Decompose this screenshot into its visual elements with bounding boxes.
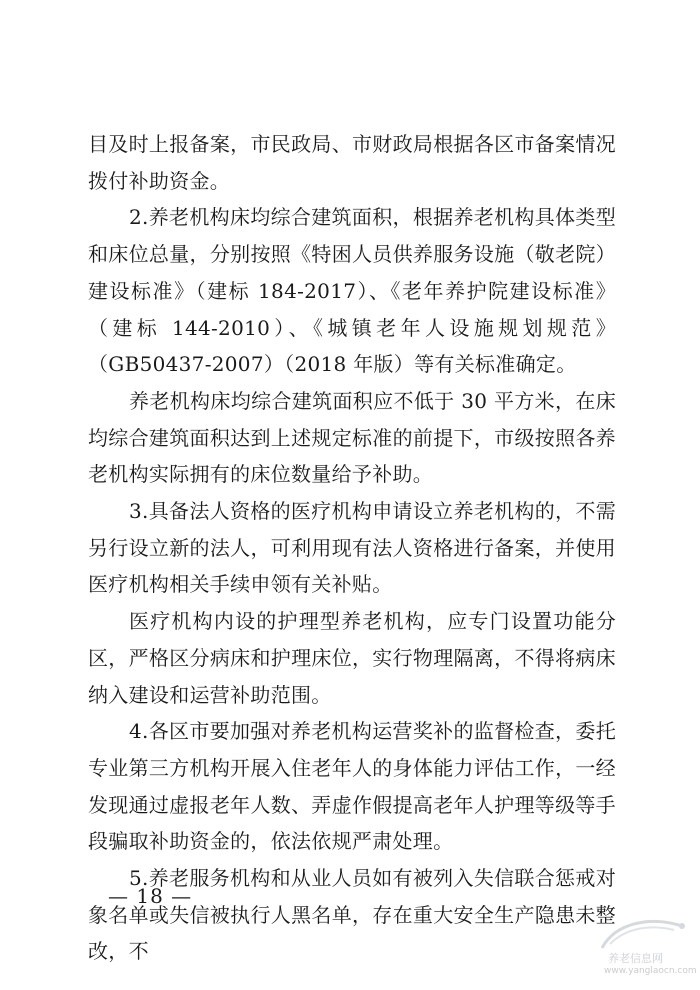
paragraph-1: 目及时上报备案，市民政局、市财政局根据各区市备案情况拨付补助资金。 (88, 132, 616, 193)
paragraph-2: 2.养老机构床均综合建筑面积，根据养老机构具体类型和床位总量，分别按照《特困人员供养服务设施（敬老院）建设标准》（建标 184-2017）、《老年养护院建设标准》（建标 144-2010）、《城镇老年人设施规划规范》（GB50437-2007）（2018 年版）等有关标准确定。 (88, 205, 616, 377)
watermark-url: www.yanglaocn.com (604, 966, 697, 976)
watermark-text: 养老信息网 (608, 952, 663, 965)
paragraph-6: 4.各区市要加强对养老机构运营奖补的监督检查，委托专业第三方机构开展入住老年人的身体能力评估工作，一经发现通过虚报老年人数、弄虚作假提高老年人护理等级等手段骗取补助资金的，依法依规严肃处理。 (88, 719, 616, 854)
paragraph-5: 医疗机构内设的护理型养老机构，应专门设置功能分区，严格区分病床和护理床位，实行物理隔离，不得将病床纳入建设和运营补助范围。 (88, 609, 616, 707)
paragraph-7: 5.养老服务机构和从业人员如有被列入失信联合惩戒对象名单或失信被执行人黑名单，存在重大安全生产隐患未整改，不 (88, 866, 616, 964)
paragraph-3: 养老机构床均综合建筑面积应不低于 30 平方米，在床均综合建筑面积达到上述规定标准的前提下，市级按照各养老机构实际拥有的床位数量给予补助。 (88, 388, 616, 487)
document-body (88, 126, 616, 970)
watermark-logo-icon (582, 914, 692, 954)
page-number: — 18 — (108, 884, 193, 908)
paragraph-4: 3.具备法人资格的医疗机构申请设立养老机构的，不需另行设立新的法人，可利用现有法人资格进行备案，并使用医疗机构相关手续申领有关补贴。 (88, 499, 616, 597)
watermark (582, 914, 697, 986)
